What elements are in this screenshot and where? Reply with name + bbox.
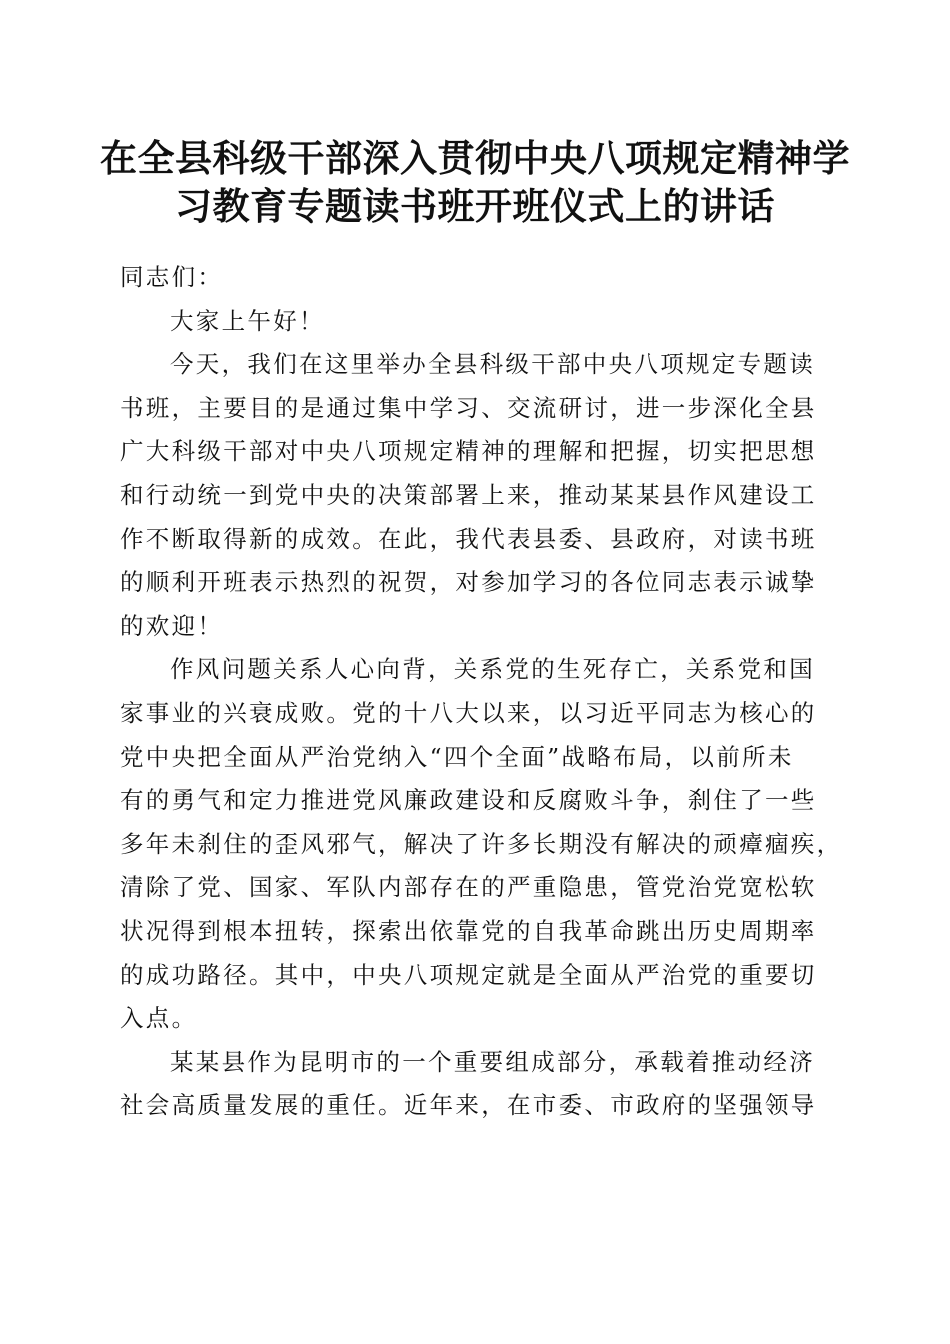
paragraph-line: 作风问题关系人心向背，关系党的生死存亡，关系党和国	[170, 655, 815, 684]
document-title	[80, 134, 870, 230]
paragraph-line: 和行动统一到党中央的决策部署上来，推动某某县作风建设工	[120, 480, 817, 509]
paragraph-line: 状况得到根本扭转，探索出依靠党的自我革命跳出历史周期率	[120, 916, 817, 945]
title-line-1: 在全县科级干部深入贯彻中央八项规定精神学	[100, 136, 850, 180]
paragraph-line: 的顺利开班表示热烈的祝贺，对参加学习的各位同志表示诚挚	[120, 568, 817, 597]
paragraph-line: 有的勇气和定力推进党风廉政建设和反腐败斗争，刹住了一些	[120, 786, 817, 815]
paragraph-line: 书班，主要目的是通过集中学习、交流研讨，进一步深化全县	[120, 393, 817, 422]
paragraph-line: 的成功路径。其中，中央八项规定就是全面从严治党的重要切	[120, 960, 817, 989]
paragraph-line: 今天，我们在这里举办全县科级干部中央八项规定专题读	[170, 350, 815, 379]
salutation: 同志们：	[120, 263, 224, 291]
greeting-line: 大家上午好！	[170, 306, 325, 335]
document-body	[120, 256, 843, 1128]
paragraph-line: 作不断取得新的成效。在此，我代表县委、县政府，对读书班	[120, 524, 817, 553]
paragraph-line: 清除了党、国家、军队内部存在的严重隐患，管党治党宽松软	[120, 873, 817, 902]
paragraph-line: 多年未刹住的歪风邪气，解决了许多长期没有解决的顽瘴痼疾，	[120, 829, 843, 858]
paragraph-line: 的欢迎！	[120, 611, 224, 640]
paragraph-line: 家事业的兴衰成败。党的十八大以来，以习近平同志为核心的	[120, 698, 817, 727]
paragraph-line: 社会高质量发展的重任。近年来，在市委、市政府的坚强领导	[120, 1091, 817, 1120]
paragraph-line: 某某县作为昆明市的一个重要组成部分，承载着推动经济	[170, 1047, 815, 1076]
paragraph-line: 党中央把全面从严治党纳入“四个全面”战略布局，以前所未	[120, 742, 794, 771]
title-line-2: 习教育专题读书班开班仪式上的讲话	[175, 184, 775, 228]
paragraph-line: 入点。	[120, 1004, 198, 1033]
paragraph-line: 广大科级干部对中央八项规定精神的理解和把握，切实把思想	[120, 437, 817, 466]
